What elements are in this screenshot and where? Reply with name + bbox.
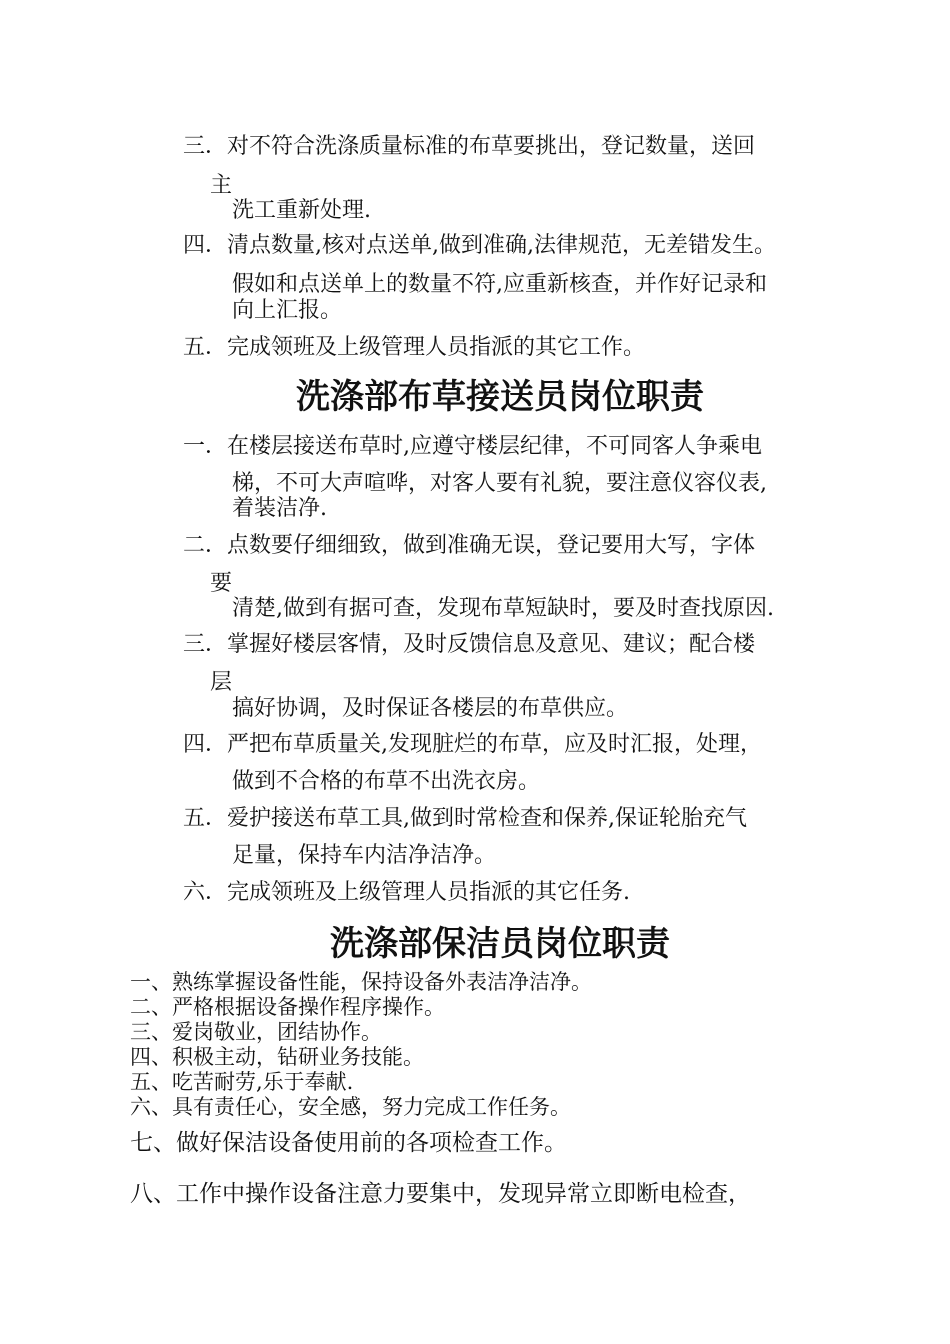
delivery-item-1-line-3: 着装洁净.: [232, 496, 327, 521]
delivery-item-4-line-1: 四．严把布草质量关,发现脏烂的布草，应及时汇报，处理，: [183, 732, 762, 757]
cleaner-item-8: 八、工作中操作设备注意力要集中，发现异常立即断电检查，: [130, 1181, 751, 1207]
delivery-item-2-line-1: 二．点数要仔细细致，做到准确无误，登记要用大写，字体: [183, 533, 756, 558]
delivery-item-5-line-1: 五．爱护接送布草工具,做到时常检查和保养,保证轮胎充气: [183, 806, 747, 831]
item-3-line-2: 洗工重新处理.: [232, 198, 371, 223]
delivery-item-1-line-1: 一．在楼层接送布草时,应遵守楼层纪律，不可同客人争乘电: [183, 434, 762, 459]
section-title-delivery: 洗涤部布草接送员岗位职责: [296, 377, 704, 417]
cleaner-item-5: 五、吃苦耐劳,乐于奉献.: [130, 1070, 354, 1094]
section-title-cleaner: 洗涤部保洁员岗位职责: [330, 924, 670, 964]
delivery-item-2-line-2: 清楚,做到有据可查，发现布草短缺时，要及时查找原因.: [232, 596, 774, 621]
delivery-item-5-line-2: 足量，保持车内洁净洁净。: [232, 843, 497, 868]
cleaner-item-3: 三、爱岗敬业，团结协作。: [130, 1020, 382, 1044]
delivery-item-2-line-wrap: 要: [210, 571, 233, 596]
delivery-item-1-line-2: 梯，不可大声喧哗，对客人要有礼貌，要注意仪容仪表,: [232, 471, 767, 496]
delivery-item-3-line-2: 搞好协调，及时保证各楼层的布草供应。: [232, 696, 629, 721]
item-4-line-3: 向上汇报。: [232, 298, 343, 323]
cleaner-item-4: 四、积极主动，钻研业务技能。: [130, 1045, 424, 1069]
cleaner-item-7: 七、做好保洁设备使用前的各项检查工作。: [130, 1130, 567, 1156]
delivery-item-4-line-2: 做到不合格的布草不出洗衣房。: [232, 769, 541, 794]
cleaner-item-1: 一、熟练掌握设备性能，保持设备外表洁净洁净。: [130, 970, 592, 994]
item-5-line-1: 五．完成领班及上级管理人员指派的其它工作。: [183, 335, 646, 360]
item-3-line-wrap: 主: [210, 173, 233, 198]
cleaner-item-6: 六、具有责任心，安全感，努力完成工作任务。: [130, 1095, 571, 1119]
delivery-item-3-line-1: 三．掌握好楼层客情，及时反馈信息及意见、建议；配合楼: [183, 632, 756, 657]
delivery-item-6-line-1: 六．完成领班及上级管理人员指派的其它任务.: [183, 880, 630, 905]
delivery-item-3-line-wrap: 层: [210, 670, 233, 695]
item-4-line-1: 四．清点数量,核对点送单,做到准确,法律规范，无差错发生。: [183, 233, 776, 258]
item-3-line-1: 三．对不符合洗涤质量标准的布草要挑出，登记数量，送回: [183, 134, 756, 159]
cleaner-item-2: 二、严格根据设备操作程序操作。: [130, 995, 445, 1019]
item-4-line-2: 假如和点送单上的数量不符,应重新核查，并作好记录和: [232, 272, 767, 297]
